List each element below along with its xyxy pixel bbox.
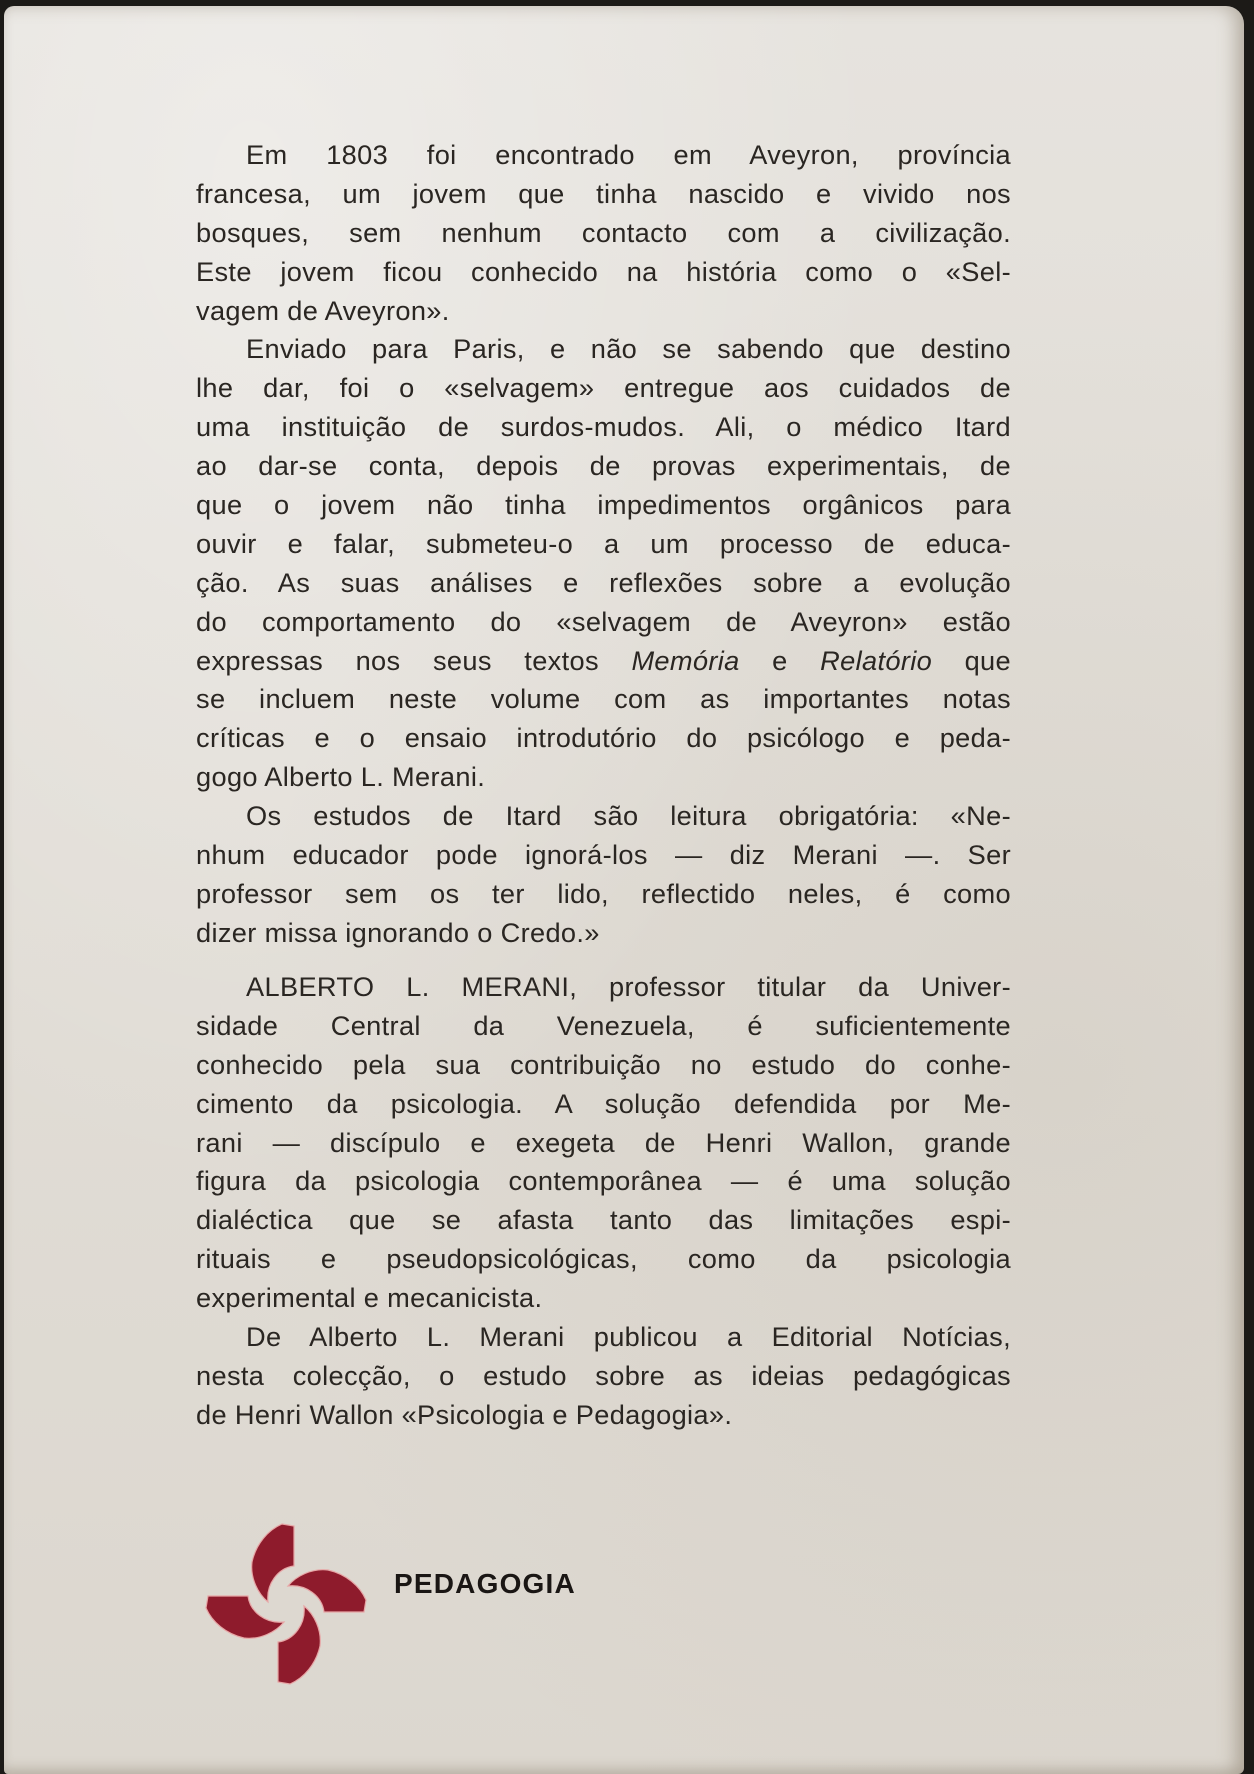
logo-blade — [278, 1606, 320, 1684]
text-line: De Alberto L. Merani publicou a Editorial Notícias, — [246, 1321, 1011, 1353]
paragraph-1 — [196, 136, 1011, 330]
logo-blade — [206, 1596, 284, 1638]
text-line: rani — discípulo e exegeta de Henri Wallon, grande — [196, 1126, 1011, 1158]
text-line-with-titles — [196, 642, 1011, 681]
text-line: críticas e o ensaio introdutório do psicólogo e peda- — [196, 722, 1011, 754]
text-line: Em 1803 foi encontrado em Aveyron, província — [246, 139, 1011, 170]
text-line: nesta colecção, o estudo sobre as ideias pedagógicas — [196, 1359, 1011, 1391]
text-line: francesa, um jovem que tinha nascido e vivido nos — [196, 177, 1011, 209]
text-fragment: e — [739, 644, 821, 676]
synopsis-text-block — [196, 136, 1011, 953]
text-line: sidade Central da Venezuela, é suficientemente — [196, 1009, 1011, 1041]
paragraph-4 — [196, 968, 1011, 1318]
text-line: conhecido pela sua contribuição no estudo do conhe- — [196, 1048, 1011, 1080]
text-fragment: expressas nos seus textos — [196, 644, 632, 676]
text-line: vagem de Aveyron». — [196, 294, 450, 326]
text-line: figura da psicologia contemporânea — é uma solução — [196, 1165, 1011, 1197]
text-line: Os estudos de Itard são leitura obrigatória: «Ne- — [246, 800, 1011, 832]
text-line: Enviado para Paris, e não se sabendo que destino — [246, 333, 1011, 365]
text-line: que o jovem não tinha impedimentos orgânicos para — [196, 489, 1011, 521]
text-line: uma instituição de surdos-mudos. Ali, o médico Itard — [196, 411, 1011, 443]
text-line: lhe dar, foi o «selvagem» entregue aos cuidados de — [196, 372, 1011, 404]
series-label: PEDAGOGIA — [394, 1568, 576, 1599]
logo-blade — [252, 1524, 294, 1602]
book-title-relatorio: Relatório — [820, 644, 933, 676]
paragraph-2 — [196, 330, 1011, 797]
text-line: se incluem neste volume com as importantes notas — [196, 683, 1011, 715]
text-line: cimento da psicologia. A solução defendida por Me- — [196, 1087, 1011, 1119]
logo-blade — [288, 1570, 366, 1612]
paragraph-5 — [196, 1318, 1011, 1435]
text-line: dizer missa ignorando o Credo.» — [196, 916, 600, 948]
text-line: ção. As suas análises e reflexões sobre a evolução — [196, 566, 1011, 598]
text-line: rituais e pseudopsicológicas, como da psicologia — [196, 1243, 1011, 1275]
text-line: nhum educador pode ignorá-los — diz Merani —. Ser — [196, 839, 1011, 871]
text-line: de Henri Wallon «Psicologia e Pedagogia». — [196, 1398, 733, 1430]
text-line: gogo Alberto L. Merani. — [196, 761, 486, 793]
text-line: do comportamento do «selvagem de Aveyron» estão — [196, 605, 1011, 637]
text-line: dialéctica que se afasta tanto das limitações espi- — [196, 1204, 1011, 1236]
text-line: bosques, sem nenhum contacto com a civilização. — [196, 216, 1011, 248]
pinwheel-logo-icon — [196, 1518, 376, 1690]
text-fragment: que — [932, 644, 1011, 676]
text-line: ALBERTO L. MERANI, professor titular da Univer- — [246, 971, 1011, 1002]
paragraph-3 — [196, 797, 1011, 953]
text-line: professor sem os ter lido, reflectido neles, é como — [196, 877, 1011, 909]
text-line: experimental e mecanicista. — [196, 1282, 543, 1314]
text-line: ouvir e falar, submeteu-o a um processo de educa- — [196, 527, 1011, 559]
author-bio-block — [196, 968, 1011, 1435]
book-back-cover — [4, 6, 1244, 1774]
text-line: ao dar-se conta, depois de provas experimentais, de — [196, 450, 1011, 482]
text-line: Este jovem ficou conhecido na história como o «Sel- — [196, 255, 1011, 287]
book-title-memoria: Memória — [631, 644, 740, 676]
